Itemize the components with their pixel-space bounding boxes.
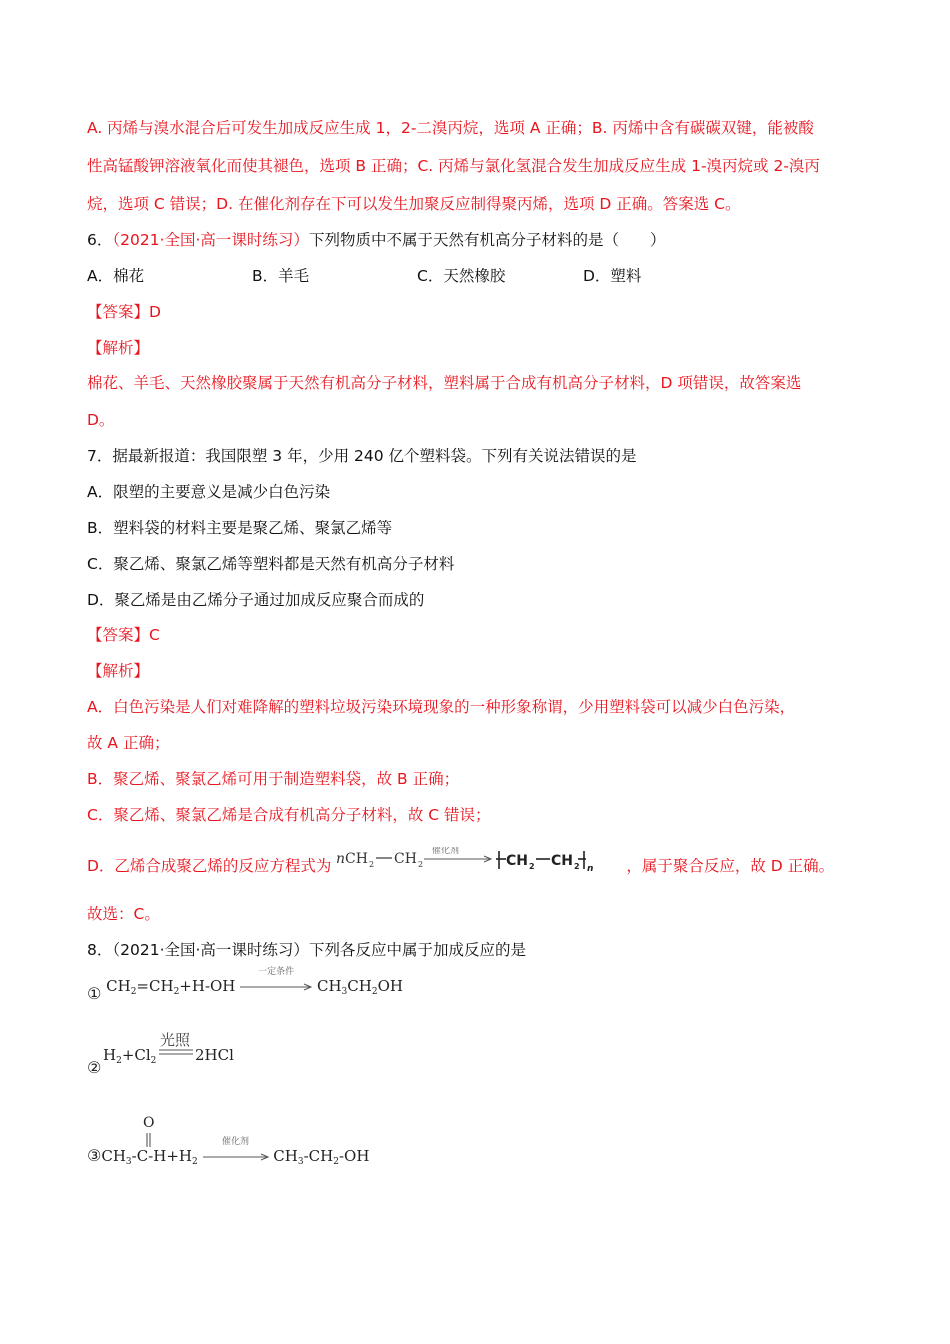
eq-n: n bbox=[336, 851, 346, 867]
q6-option-c: C．天然橡胶 bbox=[417, 267, 506, 285]
reaction-2-marker: ② bbox=[87, 1058, 102, 1077]
q7-option-d: D．聚乙烯是由乙烯分子通过加成反应聚合而成的 bbox=[87, 591, 425, 609]
q8-number: 8． bbox=[87, 941, 113, 959]
svg-text:CH: CH bbox=[551, 853, 574, 869]
q7-stem: 7．据最新报道：我国限塑 3 年，少用 240 亿个塑料袋。下列有关说法错误的是 bbox=[87, 447, 637, 465]
q7-explanation-d bbox=[87, 847, 835, 877]
q6-options bbox=[87, 266, 867, 286]
q6-option-a: A．棉花 bbox=[87, 267, 145, 285]
q7-explanation-d-suffix: ，属于聚合反应，故 D 正确。 bbox=[626, 857, 835, 875]
q7-explanation-c: C．聚乙烯、聚氯乙烯是合成有机高分子材料，故 C 错误； bbox=[87, 806, 491, 824]
q6-stem bbox=[87, 230, 665, 250]
svg-text:2: 2 bbox=[369, 860, 375, 869]
q7-explanation-d-prefix: D．乙烯合成聚乙烯的反应方程式为 bbox=[87, 857, 332, 875]
q5-explanation-line-1: A. 丙烯与溴水混合后可发生加成反应生成 1，2-二溴丙烷，选项 A 正确；B. 丙烯中含有碳碳双键，能被酸 bbox=[87, 119, 814, 137]
svg-text:2: 2 bbox=[418, 860, 424, 869]
svg-text:CH: CH bbox=[506, 853, 529, 869]
eq-catalyst: 催化剂 bbox=[432, 847, 460, 856]
q6-analysis-line-1: 棉花、羊毛、天然橡胶聚属于天然有机高分子材料，塑料属于合成有机高分子材料，D 项错误，故答案选 bbox=[87, 374, 802, 392]
q7-answer: 【答案】C bbox=[87, 626, 160, 644]
svg-text:2: 2 bbox=[529, 862, 535, 871]
q5-explanation-line-2: 性高锰酸钾溶液氧化而使其褪色，选项 B 正确；C. 丙烯与氯化氢混合发生加成反应生成 1-溴丙烷或 2-溴丙 bbox=[87, 157, 820, 175]
polyethylene-equation bbox=[336, 847, 626, 877]
reaction-1-arrow bbox=[240, 967, 312, 996]
q8-stem bbox=[87, 940, 526, 960]
svg-text:2: 2 bbox=[574, 862, 580, 871]
reaction-2-equals bbox=[159, 1048, 193, 1058]
q7-conclusion: 故选：C。 bbox=[87, 905, 160, 923]
reaction-1: ① $CH_2=CH_2+H-OH$ 一定条件 $CH_3CH_2OH$ bbox=[87, 976, 403, 997]
q7-option-a: A．限塑的主要意义是减少白色污染 bbox=[87, 483, 331, 501]
q8-question: 下列各反应中属于加成反应的是 bbox=[308, 941, 526, 959]
q6-source: （2021·全国·高一课时练习） bbox=[112, 231, 309, 249]
q6-analysis-line-2: D。 bbox=[87, 411, 115, 429]
carbonyl-double-bond bbox=[145, 1133, 153, 1147]
q7-explanation-a-1: A．白色污染是人们对难降解的塑料垃圾污染环境现象的一种形象称谓，少用塑料袋可以减少白色污染， bbox=[87, 698, 796, 716]
reaction-3-condition: 催化剂 bbox=[222, 1137, 250, 1147]
reaction-3-arrow bbox=[203, 1137, 269, 1166]
reaction-1-condition: 一定条件 bbox=[258, 967, 295, 977]
q7-explanation-b: B．聚乙烯、聚氯乙烯可用于制造塑料袋，故 B 正确； bbox=[87, 770, 460, 788]
q6-option-d: D．塑料 bbox=[583, 267, 642, 285]
q6-option-b: B．羊毛 bbox=[252, 267, 310, 285]
svg-text:n: n bbox=[587, 864, 594, 874]
q7-analysis-label: 【解析】 bbox=[87, 662, 150, 680]
svg-text:CH: CH bbox=[345, 851, 369, 867]
q6-answer: 【答案】D bbox=[87, 303, 161, 321]
q7-option-b: B．塑料袋的材料主要是聚乙烯、聚氯乙烯等 bbox=[87, 519, 393, 537]
reaction-2-condition: 光照 bbox=[160, 1031, 191, 1049]
reaction-1-marker: ① bbox=[87, 984, 102, 1003]
q6-question: 下列物质中不属于天然有机高分子材料的是（ ） bbox=[308, 231, 666, 249]
q7-explanation-a-2: 故 A 正确； bbox=[87, 734, 170, 752]
q6-number: 6． bbox=[87, 231, 113, 249]
reaction-3-oxygen: O bbox=[143, 1115, 155, 1131]
q8-source: （2021·全国·高一课时练习） bbox=[112, 941, 309, 959]
q7-option-c: C．聚乙烯、聚氯乙烯等塑料都是天然有机高分子材料 bbox=[87, 555, 455, 573]
q6-analysis-label: 【解析】 bbox=[87, 339, 150, 357]
polyethylene-equation-graphic bbox=[336, 847, 626, 877]
q5-explanation-line-3: 烷，选项 C 错误；D. 在催化剂存在下可以发生加聚反应制得聚丙烯，选项 D 正确。答案选 C。 bbox=[87, 195, 741, 213]
svg-text:CH: CH bbox=[394, 851, 418, 867]
reaction-3-marker: ③ bbox=[87, 1146, 102, 1165]
